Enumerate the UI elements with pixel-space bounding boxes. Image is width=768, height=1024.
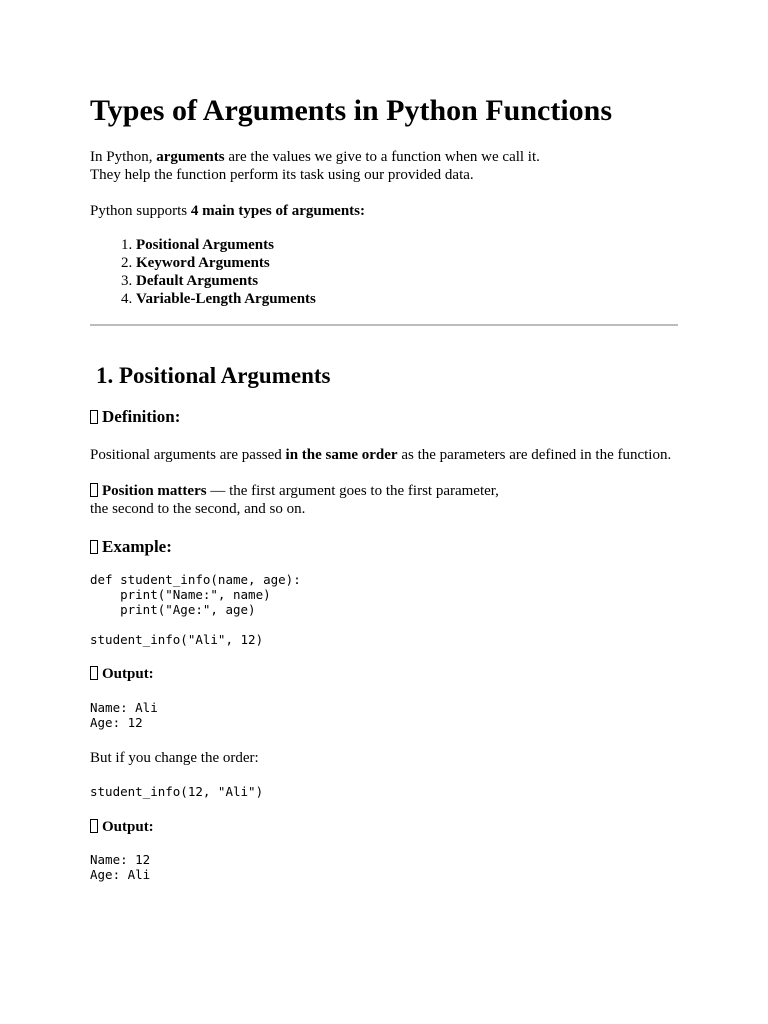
supports-line xyxy=(90,202,365,220)
list-item: 1. Positional Arguments xyxy=(136,236,316,254)
definition-text-end: as the parameters are defined in the function. xyxy=(397,447,672,463)
changed-call-code: student_info(12, "Ali") xyxy=(90,784,264,799)
example-heading xyxy=(90,536,172,558)
definition-text-start: Positional arguments are passed xyxy=(90,447,286,463)
missing-glyph-icon xyxy=(90,819,98,833)
missing-glyph-icon xyxy=(90,666,98,680)
section-heading-positional: 1. Positional Arguments xyxy=(96,363,331,388)
position-note-text: — the first argument goes to the first parameter, xyxy=(206,483,499,499)
definition-bold: in the same order xyxy=(285,447,398,463)
section-divider xyxy=(90,324,678,326)
list-item: 4. Variable-Length Arguments xyxy=(136,290,316,308)
example-code-block: def student_info(name, age): print("Name:", name) print("Age:", age) student_info("Ali", 12) xyxy=(90,572,301,647)
intro-bold-term: arguments xyxy=(156,149,225,165)
list-item: 3. Default Arguments xyxy=(136,272,316,290)
position-note-line-2: the second to the second, and so on. xyxy=(90,501,306,517)
definition-heading xyxy=(90,406,180,428)
example-label: Example: xyxy=(102,537,172,556)
missing-glyph-icon xyxy=(90,483,98,497)
definition-text xyxy=(90,446,671,464)
missing-glyph-icon xyxy=(90,410,98,424)
page-title: Types of Arguments in Python Functions xyxy=(90,94,613,127)
argument-types-list xyxy=(90,236,316,308)
definition-label: Definition: xyxy=(102,407,181,426)
position-note-bold: Position matters xyxy=(102,483,207,499)
output-label-2: Output: xyxy=(102,819,154,835)
missing-glyph-icon xyxy=(90,540,98,554)
output-code-block-2: Name: 12 Age: Ali xyxy=(90,852,151,882)
list-item: 2. Keyword Arguments xyxy=(136,254,316,272)
supports-text: Python supports xyxy=(90,203,191,219)
intro-text: In Python, xyxy=(90,149,157,165)
output-heading xyxy=(90,664,154,684)
output-label: Output: xyxy=(102,666,154,682)
output-heading-2 xyxy=(90,817,154,837)
position-note-line-1 xyxy=(90,482,499,500)
change-order-text: But if you change the order: xyxy=(90,750,259,766)
output-code-block: Name: Ali Age: 12 xyxy=(90,700,158,730)
intro-text-rest: are the values we give to a function when we call it. xyxy=(224,149,540,165)
supports-bold: 4 main types of arguments: xyxy=(190,203,366,219)
intro-line-2: They help the function perform its task using our provided data. xyxy=(90,167,474,183)
intro-line-1 xyxy=(90,148,540,166)
